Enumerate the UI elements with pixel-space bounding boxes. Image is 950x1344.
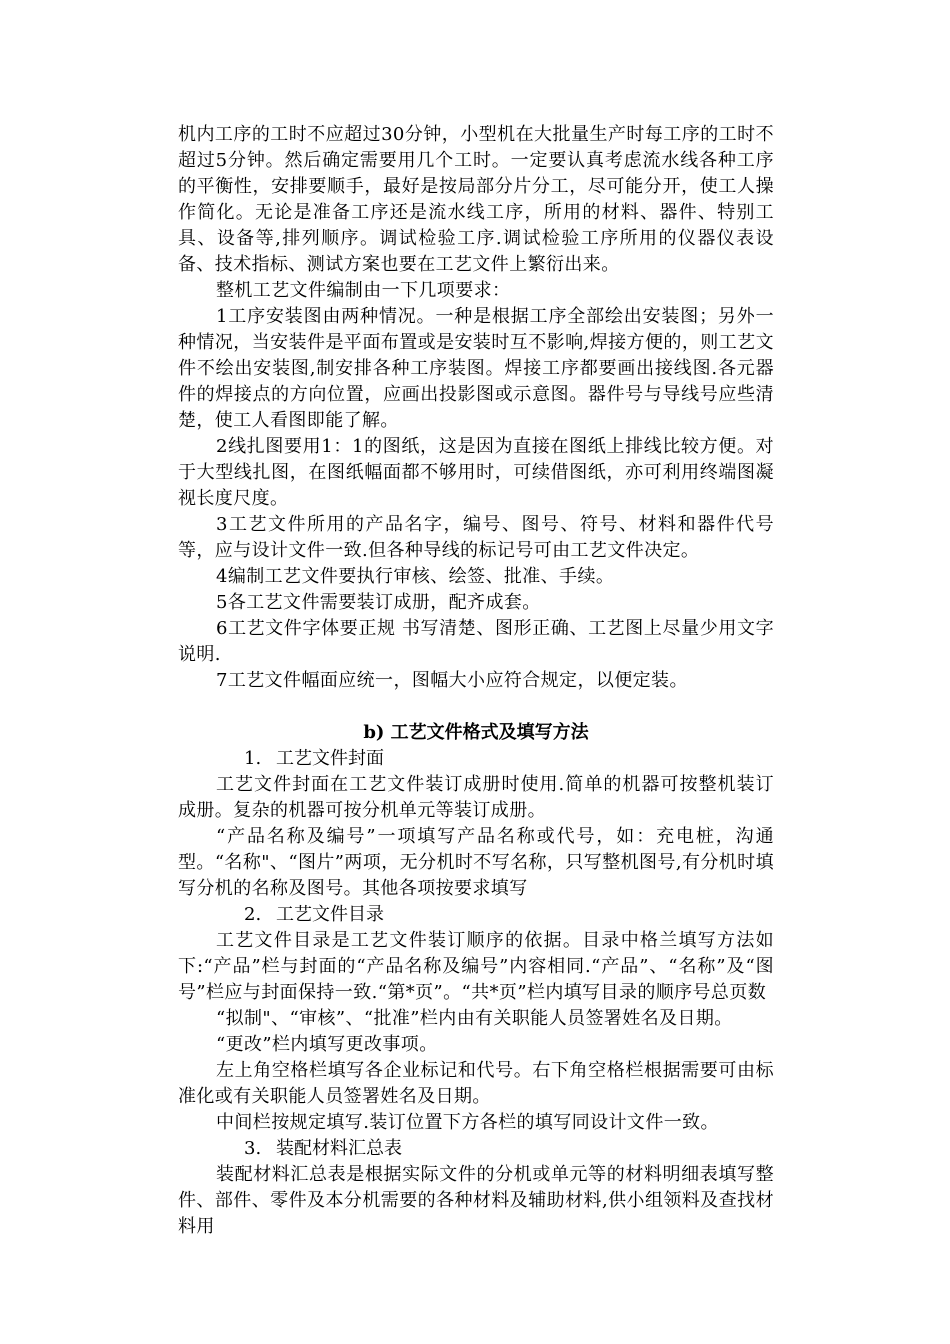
item-title: 装配材料汇总表 [276,1138,402,1159]
paragraph: “拟制"、“审核”、“批准”栏内由有关职能人员签署姓名及日期。 [216,1008,733,1029]
paragraph: 6工艺文件字体要正规 书写清楚、图形正确、工艺图上尽量少用文字说明. [178,618,774,665]
section-heading: b) 工艺文件格式及填写方法 [363,722,589,743]
paragraph: 机内工序的工时不应超过30分钟，小型机在大批量生产时每工序的工时不超过5分钟。然后确定需要用几个工时。一定要认真考虑流水线各种工序的平衡性，安排要顺手，最好是按局部分片分工，尽可能分开，使工人操作简化。无论是准备工序还是流水线工序，所用的材料、器件、特别工具、设备等,排列顺序。调试检验工序.调试检验工序所用的仪器仪表设备、技术指标、测试方案也要在工艺文件上繁衍出来。 [178,124,774,275]
paragraph: 1工序安装图由两种情况。一种是根据工序全部绘出安装图；另外一种情况，当安装件是平面布置或是安装时互不影响,焊接方便的，则工艺文件不绘出安装图,制安排各种工序装图。焊接工序都要画出接线图.各元器件的焊接点的方向位置，应画出投影图或示意图。器件号与导线号应些清楚，使工人看图即能了解。 [178,306,774,431]
paragraph: 装配材料汇总表是根据实际文件的分机或单元等的材料明细表填写整件、部件、零件及本分机需要的各种材料及辅助材料,供小组领料及查找材料用 [178,1164,774,1237]
paragraph: 左上角空格栏填写各企业标记和代号。右下角空格栏根据需要可由标准化或有关职能人员签署姓名及日期。 [178,1060,774,1107]
paragraph: 5各工艺文件需要装订成册，配齐成套。 [216,592,541,613]
paragraph: “产品名称及编号”一项填写产品名称或代号，如：充电桩，沟通型。“名称"、“图片”两项，无分机时不写名称，只写整机图号,有分机时填写分机的名称及图号。其他各项按要求填写 [178,826,774,899]
item-number: 2. [244,904,262,925]
numbered-item [178,746,774,772]
numbered-item [178,902,774,928]
paragraph: 中间栏按规定填写.装订位置下方各栏的填写同设计文件一致。 [216,1112,719,1133]
item-title: 工艺文件封面 [276,748,384,769]
numbered-item [178,1136,774,1162]
item-number: 3. [244,1138,262,1159]
paragraph: 整机工艺文件编制由一下几项要求： [216,280,511,301]
paragraph: 2线扎图要用1：1的图纸，这是因为直接在图纸上排线比较方便。对于大型线扎图，在图纸幅面都不够用时，可续借图纸，亦可利用终端图凝视长度尺度。 [178,436,774,509]
item-title: 工艺文件目录 [276,904,384,925]
paragraph: “更改”栏内填写更改事项。 [216,1034,438,1055]
paragraph: 3工艺文件所用的产品名字，编号、图号、符号、材料和器件代号等，应与设计文件一致.但各种导线的标记号可由工艺文件决定。 [178,514,774,561]
document-page [178,122,774,1240]
paragraph: 7工艺文件幅面应统一，图幅大小应符合规定，以便定装。 [216,670,688,691]
paragraph: 4编制工艺文件要执行审核、绘签、批准、手续。 [216,566,615,587]
paragraph: 工艺文件目录是工艺文件装订顺序的依据。目录中格兰填写方法如下:“产品”栏与封面的“产品名称及编号”内容相同.“产品”、“名称”及“图号”栏应与封面保持一致.“第*页”。“共*页”栏内填写目录的顺序号总页数 [178,930,774,1003]
item-number: 1. [244,748,262,769]
paragraph: 工艺文件封面在工艺文件装订成册时使用.简单的机器可按整机装订成册。复杂的机器可按分机单元等装订成册。 [178,774,774,821]
blank-line [178,694,774,720]
